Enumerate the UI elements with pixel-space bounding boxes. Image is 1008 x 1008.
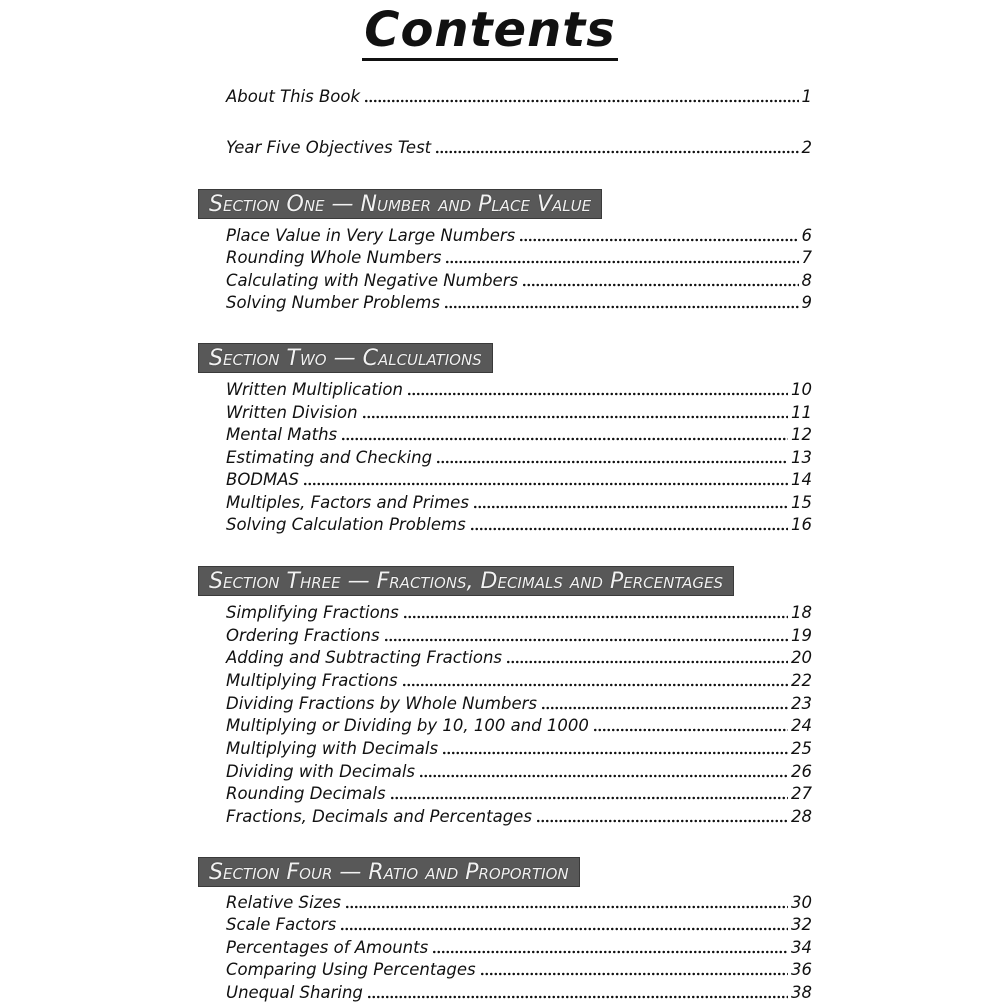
dot-leader [445, 260, 798, 264]
toc-entry-about[interactable] [226, 86, 812, 108]
toc-entry[interactable] [226, 469, 812, 491]
toc-entry-label: Dividing Fractions by Whole Numbers [226, 694, 537, 713]
toc-entry-page: 6 [801, 226, 812, 245]
toc-entry-label: Relative Sizes [226, 893, 341, 912]
toc-entry-label: Percentages of Amounts [226, 938, 429, 957]
toc-entry-label: Multiples, Factors and Primes [226, 493, 469, 512]
toc-entry-page: 36 [791, 960, 812, 979]
dot-leader [522, 283, 798, 287]
toc-entry-page: 10 [791, 380, 812, 399]
toc-entry-label: Multiplying or Dividing by 10, 100 and 1000 [226, 716, 589, 735]
toc-entry-label: Year Five Objectives Test [226, 138, 432, 157]
toc-entry-label: Fractions, Decimals and Percentages [226, 807, 532, 826]
toc-entry-label: Calculating with Negative Numbers [226, 271, 519, 290]
toc-entry-page: 34 [791, 938, 812, 957]
dot-leader [444, 305, 799, 309]
toc-entry-label: Simplifying Fractions [226, 603, 399, 622]
dot-leader [402, 683, 788, 687]
toc-entry-page: 18 [791, 603, 812, 622]
toc-entry-page: 1 [801, 87, 812, 106]
toc-entry-label: Scale Factors [226, 915, 337, 934]
dot-leader [367, 995, 788, 999]
toc-entry[interactable] [226, 693, 812, 715]
toc-entry[interactable] [226, 982, 812, 1004]
toc-entry-label: Rounding Decimals [226, 784, 386, 803]
toc-entry-label: Dividing with Decimals [226, 762, 416, 781]
toc-entry-label: Ordering Fractions [226, 626, 380, 645]
toc-entry-label: Rounding Whole Numbers [226, 248, 442, 267]
toc-entry[interactable] [226, 937, 812, 959]
toc-entry-page: 2 [801, 138, 812, 157]
dot-leader [362, 415, 788, 419]
toc-entry-label: Place Value in Very Large Numbers [226, 226, 516, 245]
toc-entry-label: Estimating and Checking [226, 448, 433, 467]
toc-entry-page: 25 [791, 739, 812, 758]
toc-entry[interactable] [226, 806, 812, 828]
toc-entry-label: About This Book [226, 87, 361, 106]
toc-entry-label: Comparing Using Percentages [226, 960, 476, 979]
toc-entry-page: 11 [791, 403, 812, 422]
dot-leader [470, 527, 788, 531]
toc-entry[interactable] [226, 670, 812, 692]
dot-leader [419, 774, 788, 778]
toc-entry[interactable] [226, 270, 812, 292]
toc-entry-page: 24 [791, 716, 812, 735]
dot-leader [435, 150, 798, 154]
toc-entry-label: Written Multiplication [226, 380, 403, 399]
toc-entry-objectives-test[interactable] [226, 137, 812, 159]
dot-leader [506, 660, 788, 664]
page-title-text: Contents [362, 2, 618, 61]
section-heading-three: Section Three — Fractions, Decimals and Percentages [198, 566, 734, 596]
toc-entry-label: Solving Calculation Problems [226, 515, 466, 534]
toc-entry-label: Adding and Subtracting Fractions [226, 648, 503, 667]
toc-entry[interactable] [226, 761, 812, 783]
dot-leader [407, 392, 788, 396]
toc-entry[interactable] [226, 379, 812, 401]
toc-entry[interactable] [226, 783, 812, 805]
toc-entry[interactable] [226, 738, 812, 760]
toc-entry-label: Multiplying with Decimals [226, 739, 439, 758]
dot-leader [341, 437, 788, 441]
toc-entry[interactable] [226, 647, 812, 669]
toc-entry-page: 26 [791, 762, 812, 781]
dot-leader [384, 638, 788, 642]
section-heading-four: Section Four — Ratio and Proportion [198, 857, 580, 887]
toc-entry[interactable] [226, 247, 812, 269]
toc-entry-page: 14 [791, 470, 812, 489]
toc-entry-page: 22 [791, 671, 812, 690]
toc-entry-page: 32 [791, 915, 812, 934]
toc-entry[interactable] [226, 625, 812, 647]
dot-leader [436, 460, 788, 464]
toc-entry-page: 8 [801, 271, 812, 290]
page-title [0, 2, 980, 58]
toc-entry[interactable] [226, 959, 812, 981]
toc-entry-page: 16 [791, 515, 812, 534]
section-heading-two: Section Two — Calculations [198, 343, 493, 373]
toc-entry-page: 15 [791, 493, 812, 512]
toc-entry-label: BODMAS [226, 470, 300, 489]
toc-entry-label: Written Division [226, 403, 358, 422]
dot-leader [473, 505, 788, 509]
toc-entry[interactable] [226, 447, 812, 469]
dot-leader [390, 796, 788, 800]
toc-entry-label: Solving Number Problems [226, 293, 440, 312]
toc-entry[interactable] [226, 402, 812, 424]
dot-leader [340, 927, 788, 931]
toc-entry-page: 7 [801, 248, 812, 267]
toc-entry[interactable] [226, 914, 812, 936]
toc-entry[interactable] [226, 225, 812, 247]
toc-entry[interactable] [226, 892, 812, 914]
toc-entry-label: Mental Maths [226, 425, 338, 444]
dot-leader [345, 905, 788, 909]
toc-entry[interactable] [226, 492, 812, 514]
toc-entry-page: 23 [791, 694, 812, 713]
dot-leader [403, 615, 788, 619]
dot-leader [480, 972, 788, 976]
dot-leader [593, 728, 788, 732]
toc-entry-page: 9 [801, 293, 812, 312]
dot-leader [541, 706, 788, 710]
toc-entry-page: 20 [791, 648, 812, 667]
toc-entry[interactable] [226, 292, 812, 314]
toc-entry-page: 38 [791, 983, 812, 1002]
dot-leader [303, 482, 788, 486]
toc-entry-page: 28 [791, 807, 812, 826]
toc-entry[interactable] [226, 514, 812, 536]
toc-entry-label: Unequal Sharing [226, 983, 363, 1002]
toc-entry-page: 27 [791, 784, 812, 803]
section-heading-one: Section One — Number and Place Value [198, 189, 602, 219]
dot-leader [364, 99, 798, 103]
toc-entry-page: 12 [791, 425, 812, 444]
dot-leader [519, 238, 798, 242]
toc-entry-label: Multiplying Fractions [226, 671, 398, 690]
toc-entry-page: 30 [791, 893, 812, 912]
dot-leader [536, 819, 788, 823]
toc-entry-page: 19 [791, 626, 812, 645]
dot-leader [442, 751, 788, 755]
toc-entry[interactable] [226, 602, 812, 624]
toc-entry[interactable] [226, 715, 812, 737]
toc-entry[interactable] [226, 424, 812, 446]
toc-entry-page: 13 [791, 448, 812, 467]
dot-leader [432, 950, 788, 954]
